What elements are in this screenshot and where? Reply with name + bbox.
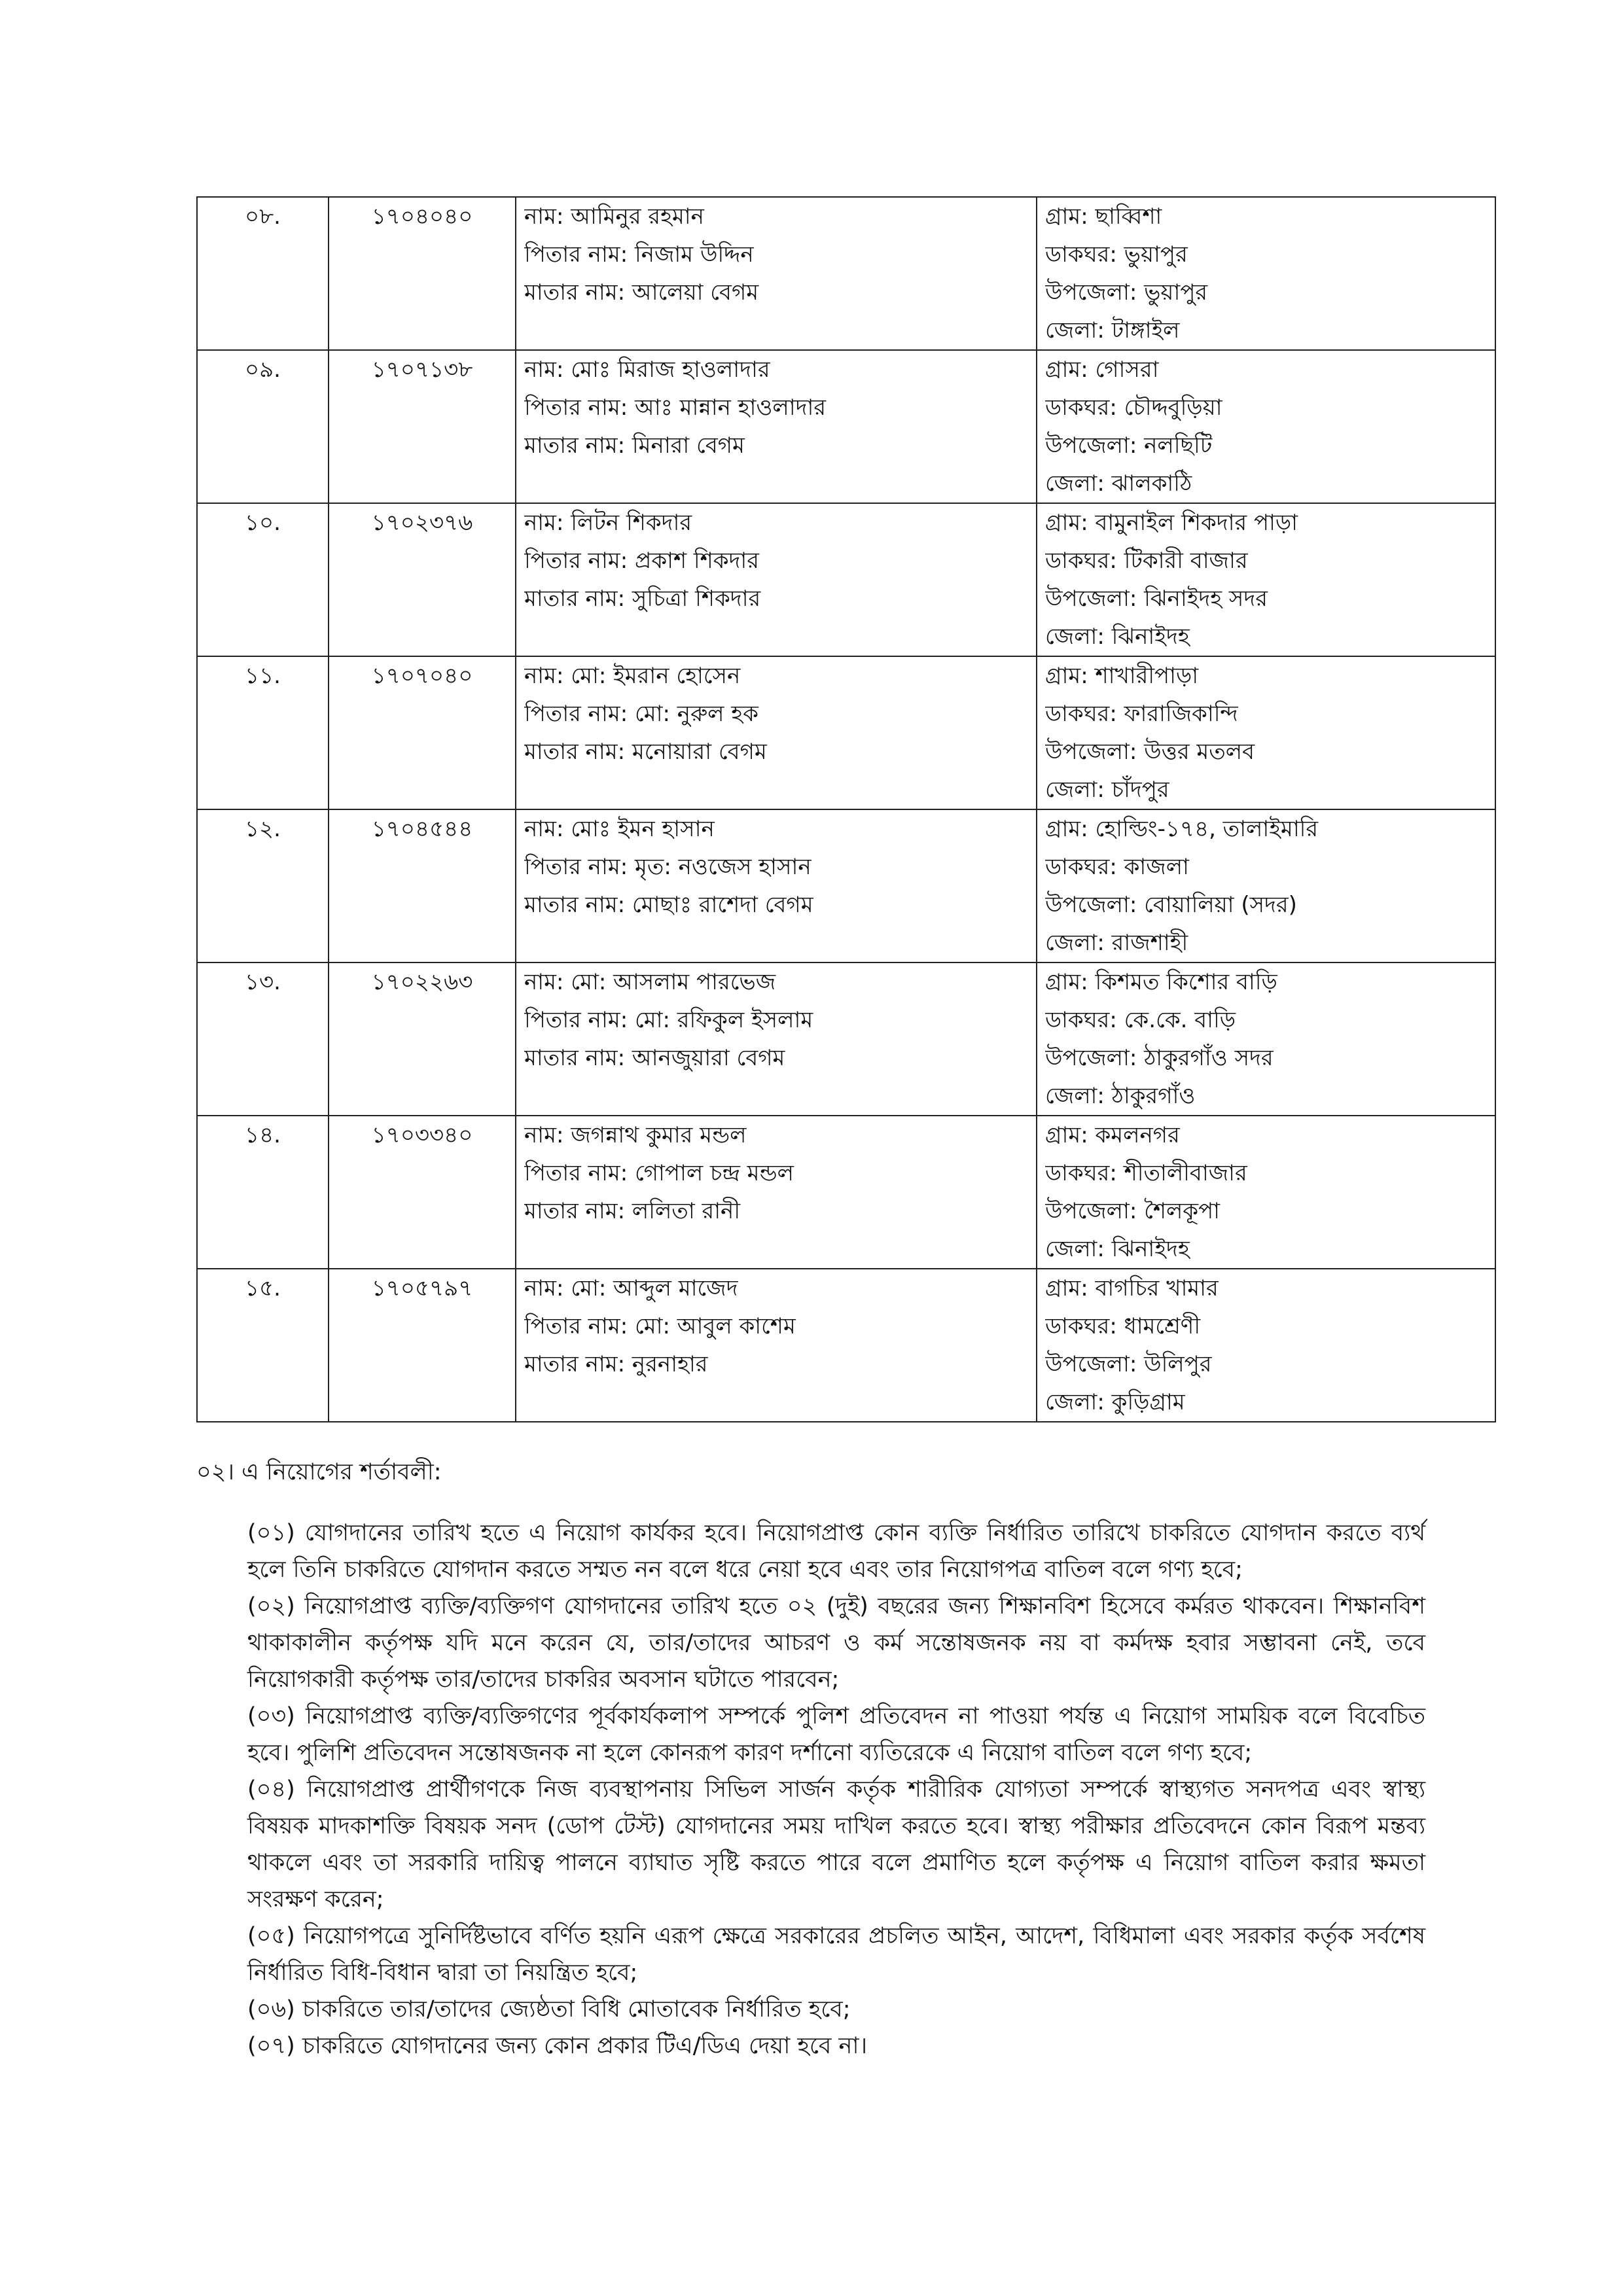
mother-name: মাতার নাম: ললিতা রানী: [524, 1198, 741, 1224]
candidate-name: নাম: মো: ইমরান হোসেন: [524, 663, 741, 689]
father-name: পিতার নাম: আঃ মান্নান হাওলাদার: [524, 395, 827, 421]
post-office: ডাকঘর: ধামশ্রেণী: [1045, 1313, 1201, 1339]
father-name: পিতার নাম: গোপাল চন্দ্র মন্ডল: [524, 1160, 794, 1186]
roll-cell: [329, 656, 516, 809]
district: জেলা: ঝিনাইদহ: [1045, 624, 1190, 650]
village: গ্রাম: গোসরা: [1045, 357, 1159, 383]
condition-item: (০৬) চাকরিতে তার/তাদের জ্যেষ্ঠতা বিধি মোতাবেক নির্ধারিত হবে;: [247, 1996, 851, 2022]
roll-cell: [329, 197, 516, 350]
mother-name: মাতার নাম: সুচিত্রা শিকদার: [524, 586, 761, 612]
village: গ্রাম: শাখারীপাড়া: [1045, 663, 1199, 689]
serial-number: ১০.: [245, 510, 281, 536]
roll-cell: [329, 963, 516, 1116]
district: জেলা: টাঙ্গাইল: [1045, 317, 1180, 344]
candidate-name: নাম: মোঃ মিরাজ হাওলাদার: [524, 357, 770, 383]
appointee-table: [196, 196, 1496, 1422]
serial-number: ১৩.: [245, 969, 281, 995]
district: জেলা: ঠাকুরগাঁও: [1045, 1083, 1196, 1109]
candidate-name: নাম: লিটন শিকদার: [524, 510, 692, 536]
condition-item: (০৫) নিয়োগপত্রে সুনির্দিষ্টভাবে বর্ণিত হয়নি এরূপ ক্ষেত্রে সরকারের প্রচলিত আইন, আদেশ, বিধিমালা এবং সরকার কর্তৃক সর্বশেষ নির্ধারিত বিধি-বিধান দ্বারা তা নিয়ন্ত্রিত হবে;: [247, 1923, 1425, 1986]
table-row: [197, 1116, 1495, 1269]
mother-name: মাতার নাম: মোছাঃ রাশেদা বেগম: [524, 892, 813, 918]
serial-cell: [197, 1269, 329, 1422]
conditions-list: [247, 1515, 1425, 2064]
condition-item: (০২) নিয়োগপ্রাপ্ত ব্যক্তি/ব্যক্তিগণ যোগদানের তারিখ হতে ০২ (দুই) বছরের জন্য শিক্ষানবিশ হিসেবে কর্মরত থাকবেন। শিক্ষানবিশ থাকাকালীন কর্তৃপক্ষ যদি মনে করেন যে, তার/তাদের আচরণ ও কর্ম সন্তোষজনক নয় বা কর্মদক্ষ হবার সম্ভাবনা নেই, তবে নিয়োগকারী কর্তৃপক্ষ তার/তাদের চাকরির অবসান ঘটাতে পারবেন;: [247, 1593, 1425, 1693]
conditions-heading: ০২। এ নিয়োগের শর্তাবলী:: [196, 1459, 442, 1485]
address-cell: [1037, 809, 1495, 963]
table-row: [197, 350, 1495, 503]
upazila: উপজেলা: ঠাকুরগাঁও সদর: [1045, 1045, 1274, 1071]
name-cell: [516, 809, 1037, 963]
condition-item: (০৩) নিয়োগপ্রাপ্ত ব্যক্তি/ব্যক্তিগণের পূর্বকার্যকলাপ সম্পর্কে পুলিশ প্রতিবেদন না পাওয়া পর্যন্ত এ নিয়োগ সাময়িক বলে বিবেচিত হবে। পুলিশি প্রতিবেদন সন্তোষজনক না হলে কোনরূপ কারণ দর্শানো ব্যতিরেকে এ নিয়োগ বাতিল বলে গণ্য হবে;: [247, 1703, 1425, 1766]
roll-cell: [329, 809, 516, 963]
roll-cell: [329, 1269, 516, 1422]
roll-number: ১৭০৩৩৪০: [371, 1122, 473, 1148]
roll-number: ১৭০২২৬৩: [371, 969, 473, 995]
district: জেলা: ঝিনাইদহ: [1045, 1236, 1190, 1262]
condition-item: (০১) যোগদানের তারিখ হতে এ নিয়োগ কার্যকর হবে। নিয়োগপ্রাপ্ত কোন ব্যক্তি নির্ধারিত তারিখে চাকরিতে যোগদান করতে ব্যর্থ হলে তিনি চাকরিতে যোগদান করতে সম্মত নন বলে ধরে নেয়া হবে এবং তার নিয়োগপত্র বাতিল বলে গণ্য হবে;: [247, 1520, 1425, 1583]
upazila: উপজেলা: নলছিটি: [1045, 433, 1213, 459]
table-row: [197, 809, 1495, 963]
district: জেলা: রাজশাহী: [1045, 930, 1188, 956]
candidate-name: নাম: জগন্নাথ কুমার মন্ডল: [524, 1122, 747, 1148]
post-office: ডাকঘর: শীতালীবাজার: [1045, 1160, 1247, 1186]
address-cell: [1037, 197, 1495, 350]
upazila: উপজেলা: ঝিনাইদহ সদর: [1045, 586, 1268, 612]
mother-name: মাতার নাম: নুরনাহার: [524, 1351, 708, 1377]
roll-number: ১৭০২৩৭৬: [371, 510, 473, 536]
serial-number: ১২.: [245, 816, 281, 842]
roll-number: ১৭০৫৭৯৭: [371, 1275, 473, 1301]
table-row: [197, 503, 1495, 656]
serial-number: ০৯.: [245, 357, 281, 383]
father-name: পিতার নাম: নিজাম উদ্দিন: [524, 241, 754, 268]
roll-cell: [329, 350, 516, 503]
village: গ্রাম: হোল্ডিং-১৭৪, তালাইমারি: [1045, 816, 1319, 842]
serial-cell: [197, 197, 329, 350]
address-cell: [1037, 656, 1495, 809]
mother-name: মাতার নাম: আলেয়া বেগম: [524, 279, 759, 306]
mother-name: মাতার নাম: আনজুয়ারা বেগম: [524, 1045, 785, 1071]
post-office: ডাকঘর: টিকারী বাজার: [1045, 548, 1248, 574]
address-cell: [1037, 350, 1495, 503]
serial-number: ০৮.: [245, 203, 281, 230]
condition-item: (০৭) চাকরিতে যোগদানের জন্য কোন প্রকার টিএ/ডিএ দেয়া হবে না।: [247, 2033, 868, 2059]
address-cell: [1037, 1116, 1495, 1269]
district: জেলা: কুড়িগ্রাম: [1045, 1389, 1185, 1415]
name-cell: [516, 963, 1037, 1116]
upazila: উপজেলা: উলিপুর: [1045, 1351, 1212, 1377]
name-cell: [516, 197, 1037, 350]
serial-cell: [197, 963, 329, 1116]
father-name: পিতার নাম: মৃত: নওজেস হাসান: [524, 854, 812, 880]
upazila: উপজেলা: শৈলকূপা: [1045, 1198, 1221, 1224]
post-office: ডাকঘর: কে.কে. বাড়ি: [1045, 1007, 1236, 1033]
village: গ্রাম: কিশমত কিশোর বাড়ি: [1045, 969, 1277, 995]
address-cell: [1037, 1269, 1495, 1422]
village: গ্রাম: ছাব্বিশা: [1045, 203, 1162, 230]
serial-number: ১৫.: [245, 1275, 281, 1301]
roll-cell: [329, 503, 516, 656]
address-cell: [1037, 963, 1495, 1116]
roll-number: ১৭০৪৫৪৪: [371, 816, 473, 842]
address-cell: [1037, 503, 1495, 656]
name-cell: [516, 656, 1037, 809]
mother-name: মাতার নাম: মনোয়ারা বেগম: [524, 739, 767, 765]
roll-number: ১৭০৪০৪০: [371, 203, 473, 230]
post-office: ডাকঘর: ভুয়াপুর: [1045, 241, 1188, 268]
father-name: পিতার নাম: প্রকাশ শিকদার: [524, 548, 759, 574]
roll-number: ১৭০৭০৪০: [371, 663, 473, 689]
table-row: [197, 1269, 1495, 1422]
post-office: ডাকঘর: কাজলা: [1045, 854, 1189, 880]
name-cell: [516, 350, 1037, 503]
candidate-name: নাম: মো: আসলাম পারভেজ: [524, 969, 776, 995]
candidate-name: নাম: মোঃ ইমন হাসান: [524, 816, 715, 842]
upazila: উপজেলা: উত্তর মতলব: [1045, 739, 1255, 765]
serial-number: ১১.: [245, 663, 281, 689]
father-name: পিতার নাম: মো: আবুল কাশেম: [524, 1313, 796, 1339]
post-office: ডাকঘর: চৌদ্দবুড়িয়া: [1045, 395, 1222, 421]
district: জেলা: চাঁদপুর: [1045, 777, 1169, 803]
candidate-name: নাম: আমিনুর রহমান: [524, 203, 704, 230]
mother-name: মাতার নাম: মিনারা বেগম: [524, 433, 745, 459]
serial-cell: [197, 1116, 329, 1269]
table-row: [197, 963, 1495, 1116]
name-cell: [516, 1269, 1037, 1422]
village: গ্রাম: বাগচির খামার: [1045, 1275, 1219, 1301]
village: গ্রাম: কমলনগর: [1045, 1122, 1180, 1148]
father-name: পিতার নাম: মো: রফিকুল ইসলাম: [524, 1007, 813, 1033]
serial-cell: [197, 656, 329, 809]
table-row: [197, 656, 1495, 809]
condition-item: (০৪) নিয়োগপ্রাপ্ত প্রার্থীগণকে নিজ ব্যবস্থাপনায় সিভিল সার্জন কর্তৃক শারীরিক যোগ্যতা সম্পর্কে স্বাস্থ্যগত সনদপত্র এবং স্বাস্থ্য বিষয়ক মাদকাশক্তি বিষয়ক সনদ (ডোপ টেস্ট) যোগদানের সময় দাখিল করতে হবে। স্বাস্থ্য পরীক্ষার প্রতিবেদনে কোন বিরূপ মন্তব্য থাকলে এবং তা সরকারি দায়িত্ব পালনে ব্যাঘাত সৃষ্টি করতে পারে বলে প্রমাণিত হলে কর্তৃপক্ষ এ নিয়োগ বাতিল করার ক্ষমতা সংরক্ষণ করেন;: [247, 1776, 1425, 1913]
serial-number: ১৪.: [245, 1122, 281, 1148]
post-office: ডাকঘর: ফারাজিকান্দি: [1045, 701, 1238, 727]
village: গ্রাম: বামুনাইল শিকদার পাড়া: [1045, 510, 1298, 536]
serial-cell: [197, 503, 329, 656]
district: জেলা: ঝালকাঠি: [1045, 470, 1192, 497]
roll-number: ১৭০৭১৩৮: [371, 357, 473, 383]
upazila: উপজেলা: ভুয়াপুর: [1045, 279, 1208, 306]
serial-cell: [197, 809, 329, 963]
appointee-table-body: [197, 197, 1495, 1422]
father-name: পিতার নাম: মো: নুরুল হক: [524, 701, 758, 727]
upazila: উপজেলা: বোয়ালিয়া (সদর): [1045, 892, 1297, 918]
name-cell: [516, 1116, 1037, 1269]
roll-cell: [329, 1116, 516, 1269]
candidate-name: নাম: মো: আব্দুল মাজেদ: [524, 1275, 738, 1301]
serial-cell: [197, 350, 329, 503]
name-cell: [516, 503, 1037, 656]
table-row: [197, 197, 1495, 350]
